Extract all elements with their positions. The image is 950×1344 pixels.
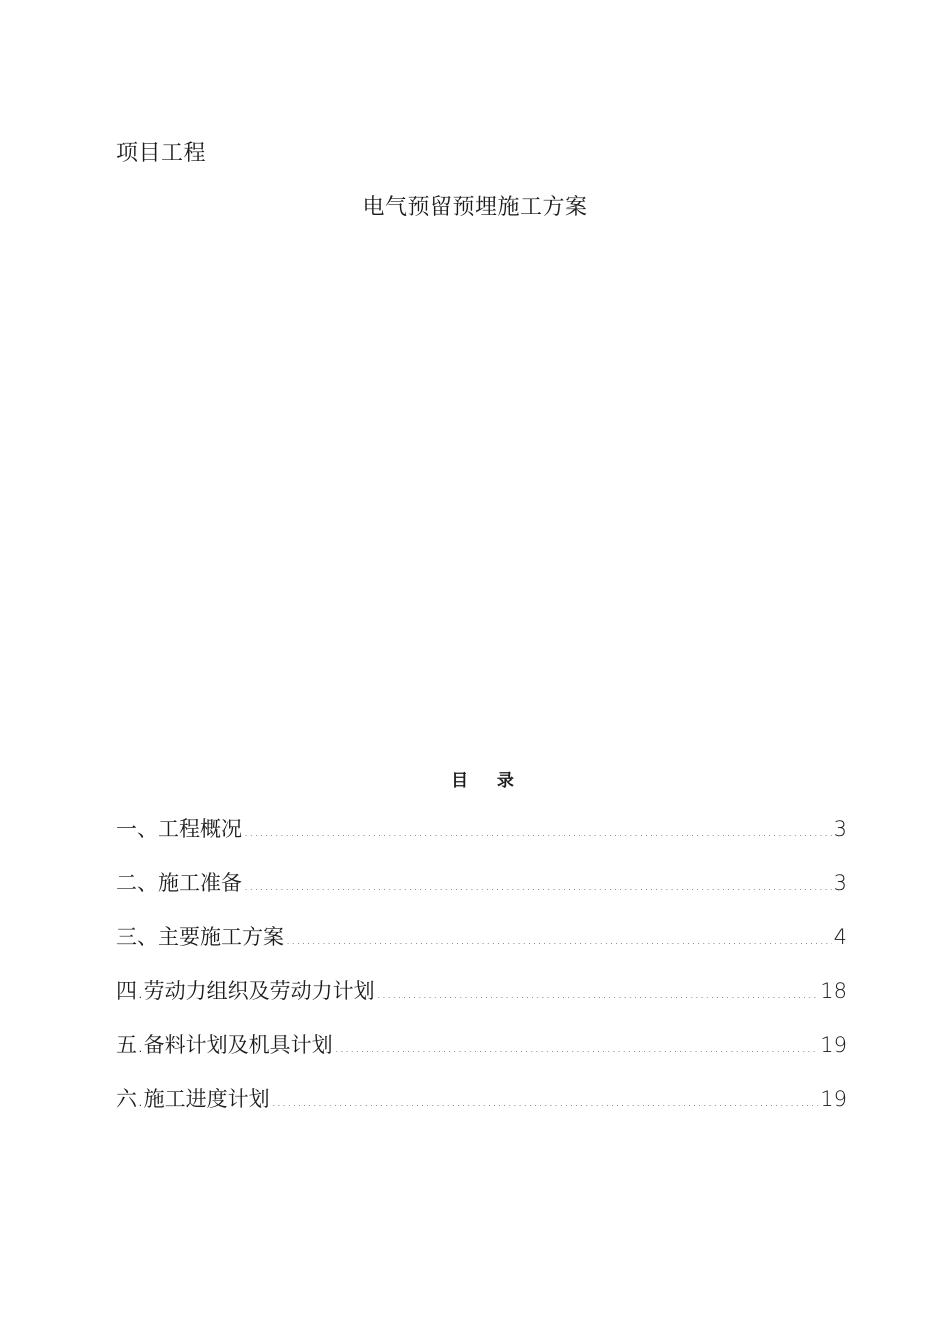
document-title: 电气预留预埋施工方案 [362, 195, 588, 220]
toc-dot-leader [244, 818, 832, 848]
toc-entry-text: 四.劳动力组织及劳动力计划 [116, 979, 375, 1003]
toc-entry-text: 六.施工进度计划 [116, 1087, 270, 1111]
toc-dot-leader [377, 980, 819, 1010]
toc-entry-page: 4 [833, 925, 847, 949]
toc-entry-main-plan[interactable] [116, 922, 847, 976]
toc-entry-preparation[interactable] [116, 868, 847, 922]
toc-dot-leader [244, 872, 832, 902]
toc-entry-labor[interactable] [116, 976, 847, 1030]
toc-entry-text: 五.备料计划及机具计划 [116, 1033, 333, 1057]
toc-entry-page: 3 [833, 817, 847, 841]
toc-dot-leader [286, 926, 832, 956]
project-label: 项目工程 [116, 141, 207, 166]
toc-entry-page: 18 [820, 979, 847, 1003]
toc-entry-page: 3 [833, 871, 847, 895]
toc-entry-text: 一、工程概况 [116, 817, 242, 841]
toc-entry-page: 19 [820, 1033, 847, 1057]
toc-heading: 目 录 [451, 771, 515, 791]
toc-entry-text: 三、主要施工方案 [116, 925, 284, 949]
toc-entry-text: 二、施工准备 [116, 871, 242, 895]
toc-entry-page: 19 [820, 1087, 847, 1111]
toc-dot-leader [335, 1034, 819, 1064]
table-of-contents [116, 814, 847, 1138]
toc-entry-schedule[interactable] [116, 1084, 847, 1138]
toc-entry-overview[interactable] [116, 814, 847, 868]
toc-entry-materials[interactable] [116, 1030, 847, 1084]
toc-dot-leader [272, 1088, 819, 1118]
